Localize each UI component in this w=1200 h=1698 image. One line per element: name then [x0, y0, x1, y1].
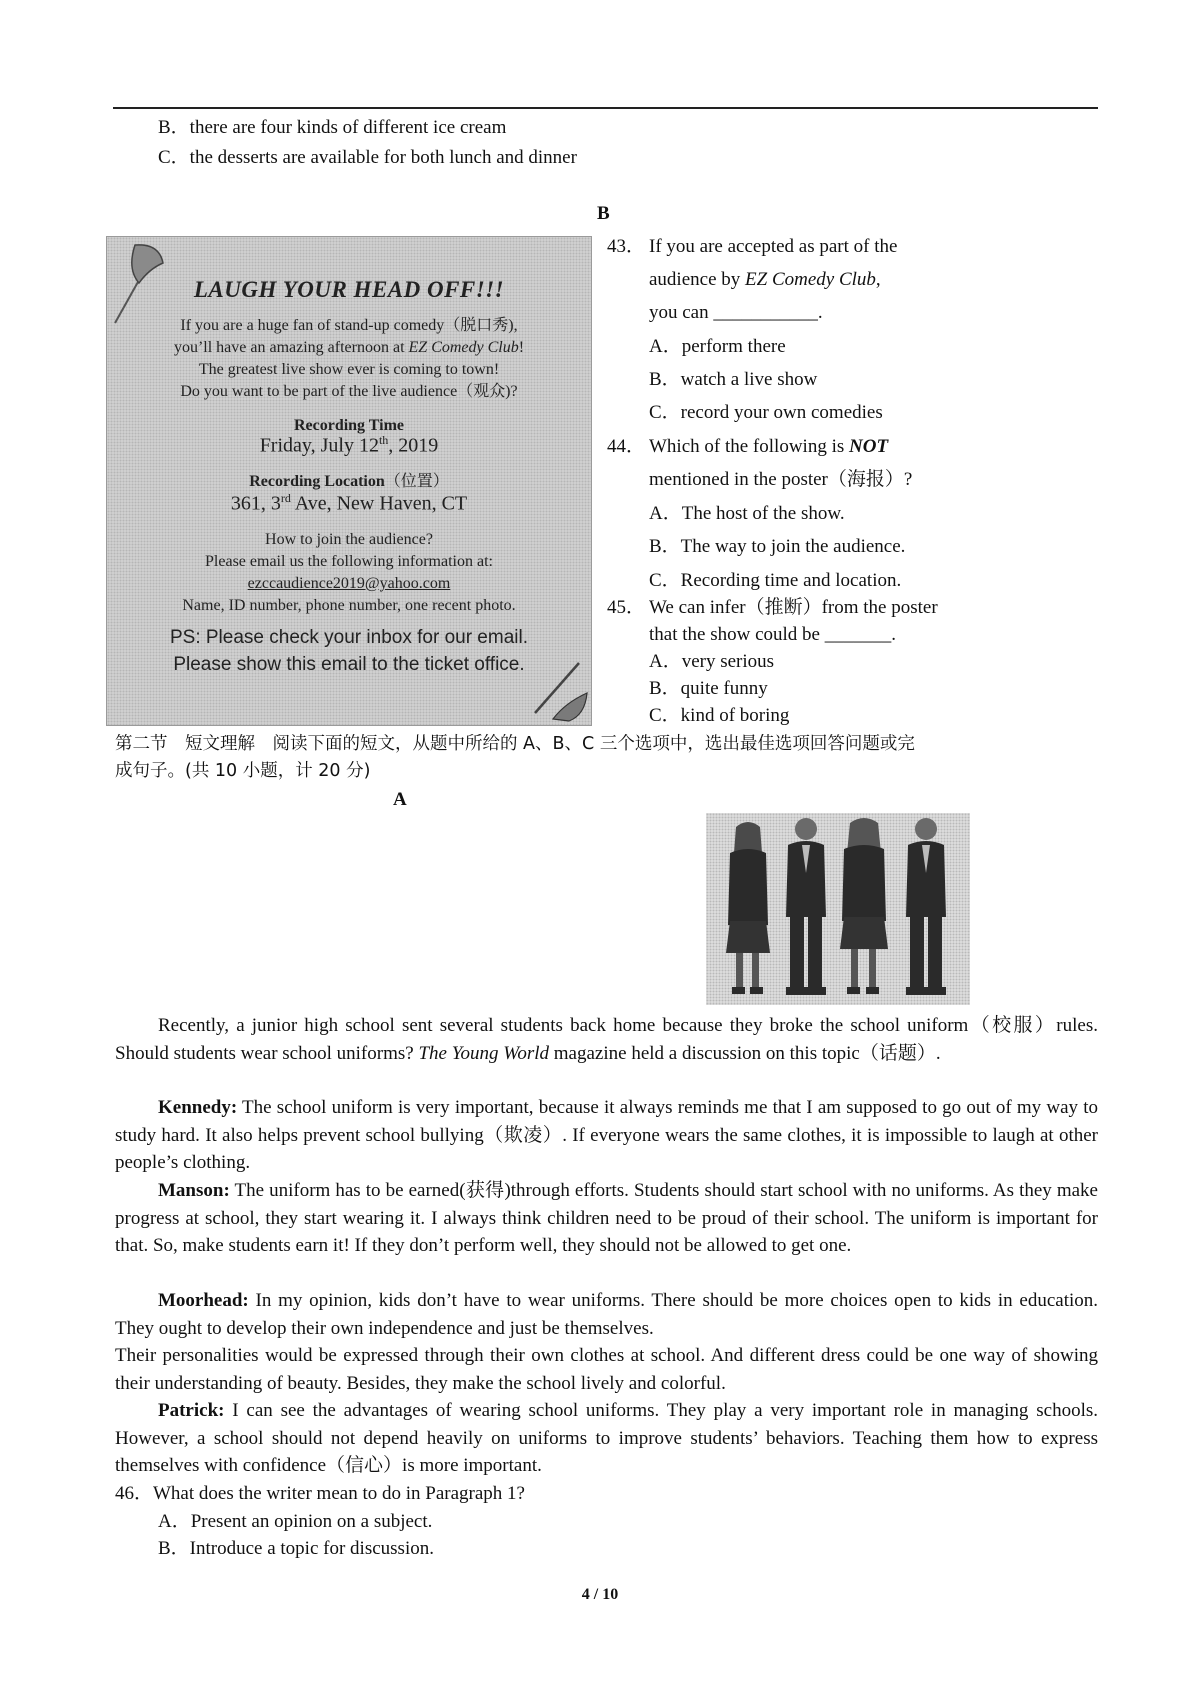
speaker-manson: Manson: [158, 1180, 230, 1201]
kennedy-paragraph [115, 1094, 1098, 1177]
q44-option-b: B．The way to join the audience. [649, 536, 906, 557]
poster-location-label-cn: （位置） [384, 473, 449, 490]
q43-number: 43． [607, 236, 646, 257]
q45-option-c: C．kind of boring [649, 705, 790, 726]
poster-location-post: Ave, New Haven, CT [290, 492, 468, 515]
q43-stem-1: If you are accepted as part of the [649, 236, 898, 257]
poster-time-post: , 2019 [388, 434, 439, 457]
q44-stem-1-pre: Which of the following is [649, 436, 849, 457]
poster-ps-2: Please show this email to the ticket office. [173, 654, 525, 675]
poster-intro-2 [107, 337, 591, 359]
section2-header-2: 成句子。(共 10 小题，计 20 分) [115, 761, 371, 781]
poster-time-sup: th [378, 433, 389, 447]
q43-stem-3: you can ___________. [649, 302, 823, 323]
page-number: 4 / 10 [581, 1586, 619, 1603]
q45-stem-2: that the show could be _______. [649, 624, 896, 645]
q45-option-a: A．very serious [649, 651, 775, 672]
q45-option-b: B．quite funny [649, 678, 768, 699]
manson-paragraph [115, 1177, 1098, 1260]
q44-stem-1 [649, 433, 888, 460]
poster-intro-2-post: ! [518, 339, 525, 356]
section-a-label: A [393, 789, 407, 810]
article-paragraph-1 [115, 1012, 1098, 1067]
header-rule [113, 107, 1098, 109]
prev-option-b: B．there are four kinds of different ice cream [158, 117, 507, 138]
speaker-moorhead: Moorhead: [158, 1290, 249, 1311]
q43-option-a: A．perform there [649, 336, 786, 357]
manson-text: The uniform has to be earned(获得)through efforts. Students should start school with no uniforms. As they make progress at school, they start wearing it. I always think children need to be proud of their school. The uniform is important for that. So, make students earn it! If they don’t perform well, they should not be allowed to get one. [115, 1180, 1098, 1256]
q43-option-b: B．watch a live show [649, 369, 818, 390]
patrick-text: I can see the advantages of wearing school uniforms. They play a very important role in managing schools. However, a school should not depend heavily on uniforms to improve students’ behaviors. Teaching them how to express themselves with confidence（信心）is more important. [115, 1400, 1098, 1476]
poster-intro-1: If you are a huge fan of stand-up comedy（脱口秀), [180, 317, 518, 334]
poster-time-pre: Friday, July 12 [259, 434, 379, 457]
q43-stem-2-post: , [875, 269, 881, 290]
article-p1-post: magazine held a discussion on this topic（话题）. [549, 1042, 941, 1064]
q44-option-a: A．The host of the show. [649, 503, 845, 524]
poster-time-label: Recording Time [293, 417, 405, 434]
poster-title: LAUGH YOUR HEAD OFF!!! [193, 277, 505, 302]
section-b-label: B [597, 203, 610, 224]
students-silhouette-icon [706, 813, 970, 1005]
kennedy-text: The school uniform is very important, because it always reminds me that I am supposed to go out of my way to study hard. It also helps prevent school bullying（欺凌）. If everyone wears the same clothes, it is impossible to laugh at other people’s clothing. [115, 1097, 1098, 1173]
poster-intro-2-pre: you’ll have an amazing afternoon at [173, 339, 409, 356]
comedy-poster [106, 236, 592, 726]
poster-club-name: EZ Comedy Club [408, 339, 519, 356]
poster-location-label [107, 471, 591, 493]
q46-option-b: B．Introduce a topic for discussion. [158, 1538, 434, 1559]
q43-option-c: C．record your own comedies [649, 402, 883, 423]
prev-option-c: C．the desserts are available for both lunch and dinner [158, 147, 577, 168]
q44-stem-2: mentioned in the poster（海报）? [649, 469, 913, 490]
q45-number: 45． [607, 597, 646, 618]
poster-intro-4: Do you want to be part of the live audience（观众)? [180, 383, 518, 400]
moorhead-paragraph-2: Their personalities would be expressed through their own clothes at school. And different dress could be one way of showing their understanding of beauty. Besides, they make the school lively and colorful. [115, 1345, 1098, 1394]
q45-stem-1: We can infer（推断）from the poster [649, 597, 938, 618]
poster-join-2: Please email us the following information at: [205, 553, 493, 570]
students-uniform-photo [706, 813, 970, 1005]
poster-intro-3: The greatest live show ever is coming to town! [198, 361, 500, 378]
poster-location-label-en: Recording Location [249, 473, 385, 490]
q43-stem-2 [649, 266, 881, 293]
q46-option-a: A．Present an opinion on a subject. [158, 1511, 433, 1532]
poster-join-1: How to join the audience? [265, 531, 433, 548]
poster-join-3: Name, ID number, phone number, one recent photo. [182, 597, 516, 614]
poster-location [107, 491, 591, 516]
poster-ps-1: PS: Please check your inbox for our email. [169, 627, 528, 648]
magazine-name: The Young World [418, 1042, 550, 1064]
poster-time [107, 433, 591, 458]
article-p1-pre: Recently, a junior high school sent several students back home because they broke the school uniform（校服）rules. Should students wear school uniforms? [115, 1015, 1098, 1064]
section2-header-1: 第二节 短文理解 阅读下面的短文，从题中所给的 A、B、C 三个选项中，选出最佳选项回答问题或完 [115, 734, 915, 754]
moorhead-paragraph [115, 1287, 1098, 1342]
q46-stem: 46．What does the writer mean to do in Paragraph 1? [115, 1483, 525, 1504]
speaker-kennedy: Kennedy: [158, 1097, 238, 1118]
q43-club-name: EZ Comedy Club [745, 269, 876, 290]
q43-stem-2-pre: audience by [649, 269, 746, 290]
speaker-patrick: Patrick: [158, 1400, 225, 1421]
poster-location-pre: 361, 3 [230, 492, 281, 515]
patrick-paragraph [115, 1397, 1098, 1480]
q44-not-emphasis: NOT [849, 436, 889, 457]
q44-number: 44． [607, 436, 646, 457]
q44-option-c: C．Recording time and location. [649, 570, 902, 591]
poster-location-sup: rd [280, 491, 291, 505]
moorhead-text: In my opinion, kids don’t have to wear uniforms. There should be more choices open to kids in education. They ought to develop their own independence and just be themselves. [115, 1290, 1098, 1339]
poster-email-link[interactable]: ezccaudience2019@yahoo.com [247, 575, 451, 592]
